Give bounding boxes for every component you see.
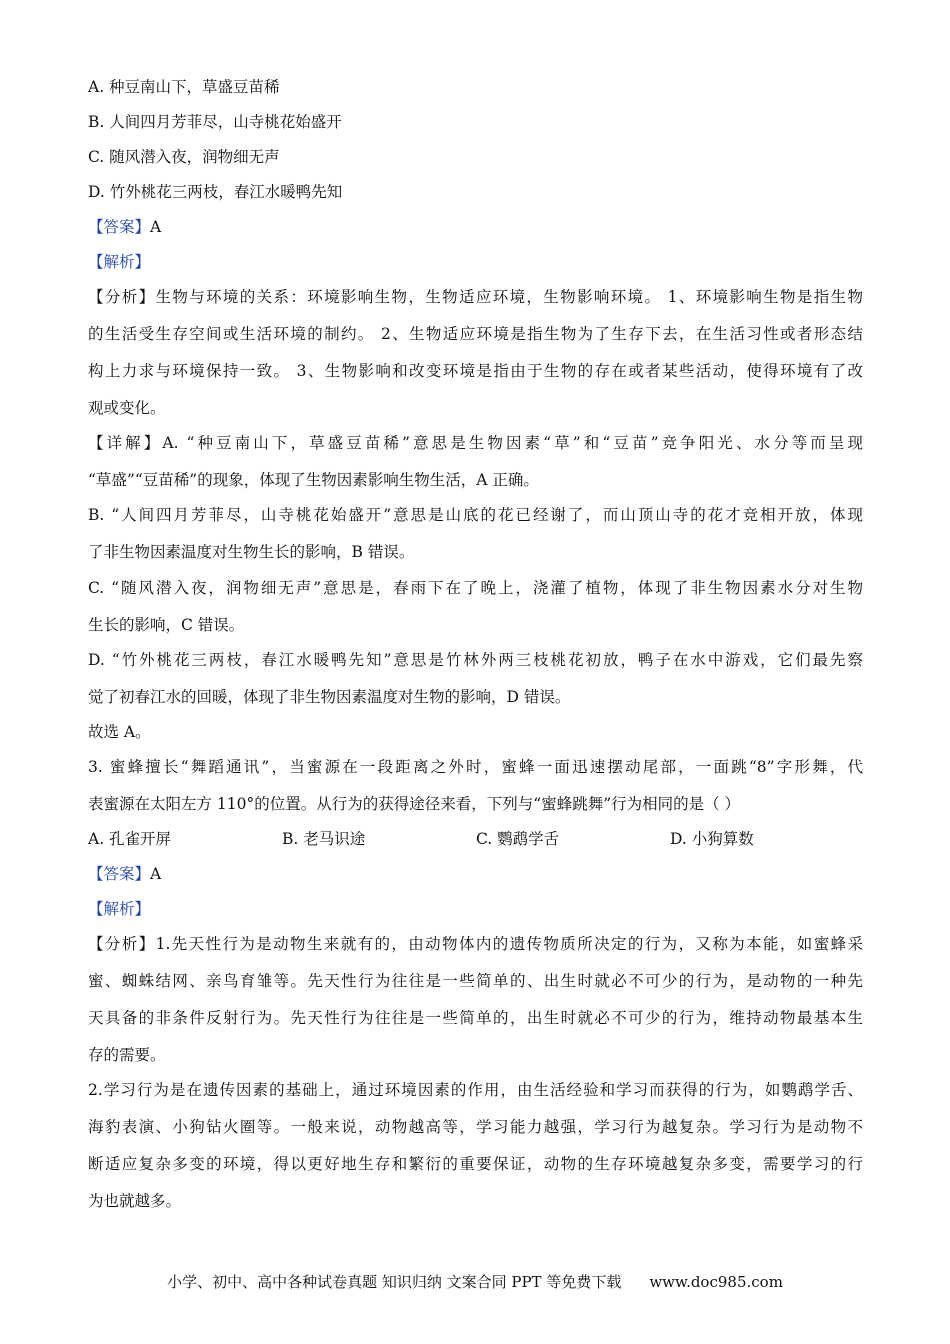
analysis-text: 生物与环境的关系：环境影响生物，生物适应环境，生物影响环境。 1、环境影响生物是指生物 <box>155 288 863 306</box>
answer-tag: 【答案】 <box>88 218 151 236</box>
q2-detail-line: 觉了初春江水的回暖，体现了非生物因素温度对生物的影响，D 错误。 <box>88 688 571 706</box>
page-footer <box>0 1271 950 1292</box>
q3-stem-line: 3. 蜜蜂擅长“舞蹈通讯”，当蜜源在一段距离之外时，蜜蜂一面迅速摆动尾部，一面跳“8”字形舞，代 <box>88 758 863 776</box>
analysis-tag: 【分析】 <box>88 288 156 306</box>
q2-jiexi-tag: 【解析】 <box>88 253 151 271</box>
q3-option-c: C. 鹦鹉学舌 <box>476 830 560 848</box>
q3-analysis-line <box>88 934 863 954</box>
q3-option-d: D. 小狗算数 <box>670 830 754 848</box>
q2-answer <box>88 217 161 237</box>
q3-analysis-line: 2.学习行为是在遗传因素的基础上，通过环境因素的作用，由生活经验和学习而获得的行为，如鹦鹉学舌、 <box>88 1081 863 1099</box>
answer-tag: 【答案】 <box>88 865 151 883</box>
q3-analysis-line: 为也就越多。 <box>88 1192 182 1210</box>
q2-detail-line: C. “随风潜入夜，润物细无声”意思是，春雨下在了晚上，浇灌了植物，体现了非生物因素水分对生物 <box>88 579 863 597</box>
q3-analysis-line: 海豹表演、小狗钻火圈等。一般来说，动物越高等，学习能力越强，学习行为越复杂。学习行为是动物不 <box>88 1118 863 1136</box>
answer-value: A <box>150 865 162 883</box>
footer-text: 小学、初中、高中各种试卷真题 知识归纳 文案合同 PPT 等免费下载 <box>167 1273 622 1291</box>
answer-value: A <box>150 218 162 236</box>
q3-answer <box>88 864 161 884</box>
q2-detail-line: D. “竹外桃花三两枝，春江水暖鸭先知”意思是竹林外两三枝桃花初放，鸭子在水中游戏，它们最先察 <box>88 651 863 669</box>
analysis-tag: 【分析】 <box>88 935 156 953</box>
q2-analysis-line: 构上力求与环境保持一致。 3、生物影响和改变环境是指由于生物的存在或者某些活动，使得环境有了改 <box>88 362 863 380</box>
q3-analysis-line: 天具备的非条件反射行为。先天性行为往往是一些简单的，出生时就必不可少的行为，维持动物最基本生 <box>88 1009 863 1027</box>
analysis-text: 1.先天性行为是动物生来就有的，由动物体内的遗传物质所决定的行为，又称为本能，如蜜蜂采 <box>155 935 863 953</box>
q2-analysis-line: 观或变化。 <box>88 399 166 417</box>
q3-option-a: A. 孔雀开屏 <box>88 830 172 848</box>
q2-option-a: A. 种豆南山下，草盛豆苗稀 <box>88 78 280 96</box>
q3-analysis-line: 断适应复杂多变的环境，得以更好地生存和繁衍的重要保证，动物的生存环境越复杂多变，需要学习的行 <box>88 1155 863 1173</box>
q3-analysis-line: 蜜、蜘蛛结网、亲鸟育雏等。先天性行为往往是一些简单的、出生时就必不可少的行为，是动物的一种先 <box>88 972 863 990</box>
q2-conclusion: 故选 A。 <box>88 723 151 741</box>
q2-option-d: D. 竹外桃花三两枝，春江水暖鸭先知 <box>88 183 343 201</box>
q3-option-b: B. 老马识途 <box>282 830 366 848</box>
q2-option-c: C. 随风潜入夜，润物细无声 <box>88 148 280 166</box>
footer-url: www.doc985.com <box>649 1273 783 1291</box>
q2-detail-line: 了非生物因素温度对生物生长的影响，B 错误。 <box>88 543 415 561</box>
q2-detail-line: 生长的影响，C 错误。 <box>88 616 245 634</box>
q2-analysis-line: 的生活受生存空间或生活环境的制约。 2、生物适应环境是指生物为了生存下去，在生活习性或者形态结 <box>88 325 863 343</box>
q2-detail-line: “草盛”“豆苗稀”的现象，体现了生物因素影响生物生活，A 正确。 <box>88 471 539 489</box>
q2-analysis-line <box>88 287 863 307</box>
q3-jiexi-tag: 【解析】 <box>88 900 151 918</box>
q3-analysis-line: 存的需要。 <box>88 1046 166 1064</box>
q2-detail-line: B. “人间四月芳菲尽，山寺桃花始盛开”意思是山底的花已经谢了，而山顶山寺的花才竞相开放，体现 <box>88 506 863 524</box>
q2-option-b: B. 人间四月芳菲尽，山寺桃花始盛开 <box>88 113 342 131</box>
q3-stem-line: 表蜜源在太阳左方 110°的位置。从行为的获得途径来看，下列与“蜜蜂跳舞”行为相同的是（ ） <box>88 795 741 813</box>
detail-text: A. “种豆南山下，草盛豆苗稀”意思是生物因素“草”和“豆苗”竞争阳光、水分等而呈现 <box>162 434 863 452</box>
detail-tag: 【详解】 <box>88 434 163 452</box>
q2-detail-line <box>88 433 863 453</box>
